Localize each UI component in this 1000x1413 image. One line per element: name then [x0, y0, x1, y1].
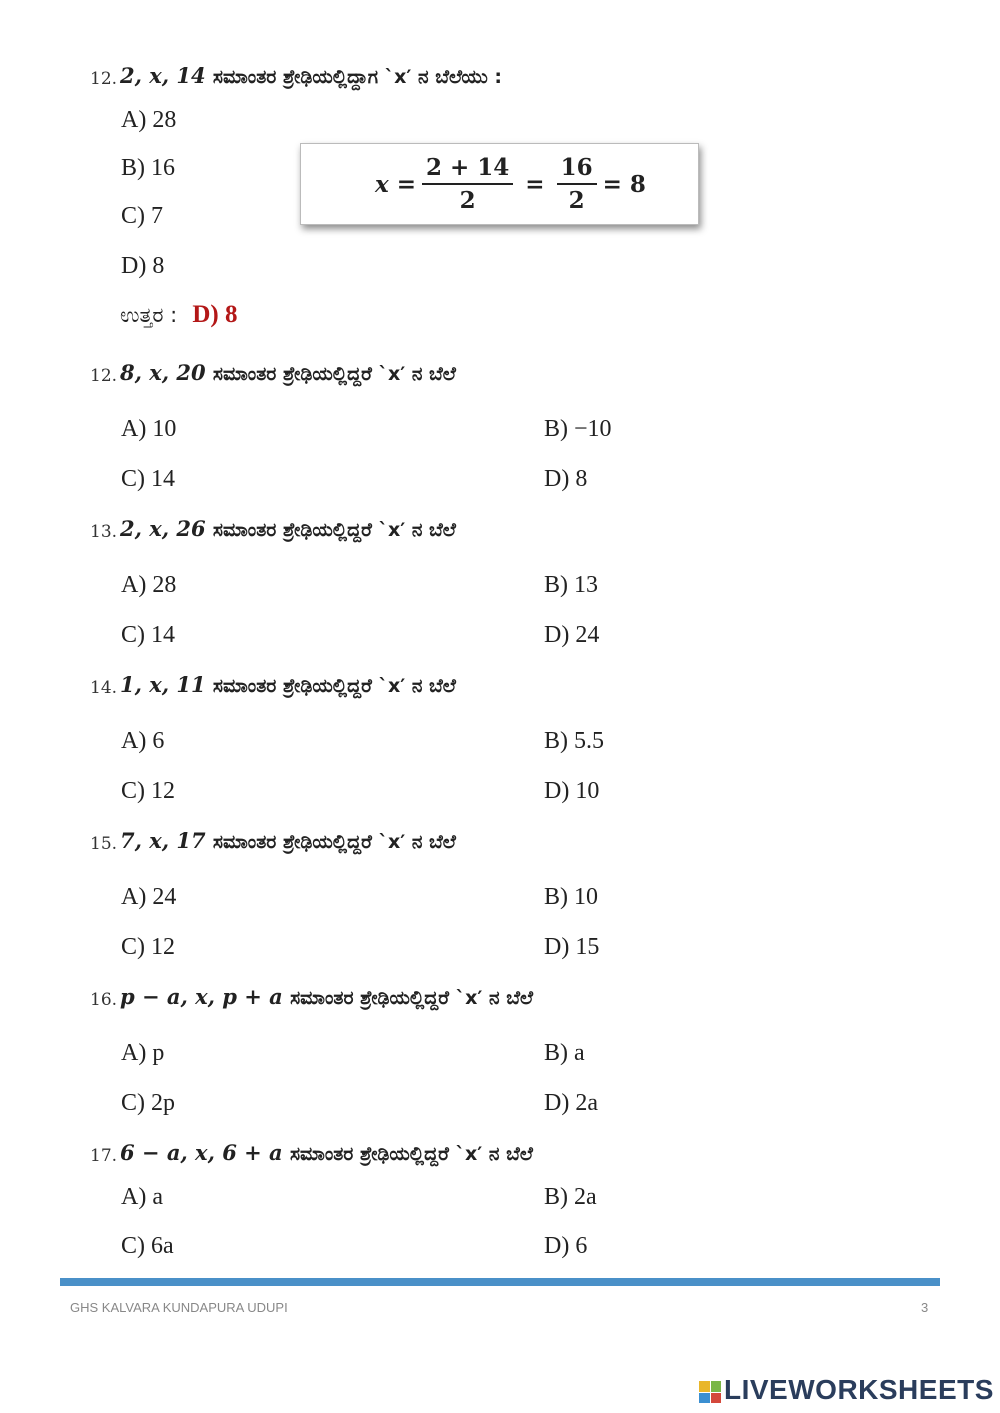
- option-a[interactable]: A) 24: [121, 884, 177, 910]
- formula-rhs: = 8: [602, 170, 646, 198]
- question-number: 12.: [90, 366, 118, 386]
- option-b[interactable]: B) a: [544, 1040, 585, 1066]
- equals-sign: =: [525, 170, 545, 198]
- page-number: 3: [921, 1300, 929, 1315]
- option-a[interactable]: A) a: [121, 1184, 163, 1210]
- option-c[interactable]: C) 6a: [121, 1233, 174, 1259]
- question-text: [120, 672, 456, 697]
- question-number: 14.: [90, 678, 118, 698]
- question-text: [120, 516, 456, 541]
- formula: [375, 148, 646, 220]
- footer-rule: [60, 1278, 940, 1286]
- option-d[interactable]: D) 15: [544, 934, 600, 960]
- fraction-1-denominator: 2: [459, 187, 476, 214]
- question-math: 7, x, 17: [120, 828, 206, 853]
- option-c[interactable]: C) 12: [121, 934, 175, 960]
- option-b[interactable]: B) 13: [544, 572, 598, 598]
- option-a[interactable]: A) 6: [121, 728, 165, 754]
- answer-label: ಉತ್ತರ :: [120, 303, 178, 327]
- option-d[interactable]: D) 6: [544, 1233, 588, 1259]
- question-prompt: ಸಮಾಂತರ ಶ್ರೇಢಿಯಲ್ಲಿದ್ದರೆ `x′ ನ ಬೆಲೆ: [212, 519, 456, 541]
- question-math: 1, x, 11: [120, 672, 206, 697]
- answer-line: [120, 301, 237, 329]
- answer-value: D) 8: [192, 301, 238, 328]
- option-a[interactable]: A) 10: [121, 416, 177, 442]
- fraction-1-numerator: 2 + 14: [422, 154, 513, 185]
- question-number: 15.: [90, 834, 118, 854]
- question-prompt: ಸಮಾಂತರ ಶ್ರೇಢಿಯಲ್ಲಿದ್ದರೆ `x′ ನ ಬೆಲೆ: [290, 987, 534, 1009]
- option-b[interactable]: B) −10: [544, 416, 612, 442]
- question-prompt: ಸಮಾಂತರ ಶ್ರೇಢಿಯಲ್ಲಿದ್ದರೆ `x′ ನ ಬೆಲೆ: [212, 363, 456, 385]
- option-c[interactable]: C) 14: [121, 466, 175, 492]
- option-c[interactable]: C) 12: [121, 778, 175, 804]
- brand-name: LIVEWORKSHEETS: [724, 1374, 994, 1405]
- question-math: 6 − a, x, 6 + a: [120, 1140, 283, 1165]
- question-number: 17.: [90, 1146, 118, 1166]
- liveworksheets-logo-icon: [699, 1381, 721, 1403]
- question-text: [120, 1140, 533, 1165]
- question-math: 2, x, 14: [120, 63, 206, 88]
- question-number: 12.: [90, 69, 118, 89]
- option-c[interactable]: C) 2p: [121, 1090, 175, 1116]
- option-c[interactable]: C) 14: [121, 622, 175, 648]
- question-text: [120, 984, 533, 1009]
- option-c[interactable]: C) 7: [121, 203, 163, 229]
- question-prompt: ಸಮಾಂತರ ಶ್ರೇಢಿಯಲ್ಲಿದ್ದರೆ `x′ ನ ಬೆಲೆ: [212, 831, 456, 853]
- option-d[interactable]: D) 8: [121, 253, 165, 279]
- question-prompt: ಸಮಾಂತರ ಶ್ರೇಢಿಯಲ್ಲಿದ್ದರೆ `x′ ನ ಬೆಲೆ: [289, 1143, 533, 1165]
- question-math: 2, x, 26: [120, 516, 206, 541]
- question-text: [120, 63, 502, 88]
- fraction-2-denominator: 2: [568, 187, 585, 214]
- option-d[interactable]: D) 10: [544, 778, 600, 804]
- question-number: 16.: [90, 990, 118, 1010]
- option-b[interactable]: B) 2a: [544, 1184, 597, 1210]
- formula-box: [300, 143, 699, 225]
- option-d[interactable]: D) 8: [544, 466, 588, 492]
- option-b[interactable]: B) 16: [121, 155, 175, 181]
- option-a[interactable]: A) p: [121, 1040, 165, 1066]
- footer-school: GHS KALVARA KUNDAPURA UDUPI: [70, 1300, 288, 1315]
- question-math: p − a, x, p + a: [120, 984, 283, 1009]
- option-d[interactable]: D) 24: [544, 622, 600, 648]
- question-prompt: ಸಮಾಂತರ ಶ್ರೇಢಿಯಲ್ಲಿದ್ದರೆ `x′ ನ ಬೆಲೆ: [212, 675, 456, 697]
- fraction-1: [422, 154, 513, 214]
- option-a[interactable]: A) 28: [121, 572, 177, 598]
- option-b[interactable]: B) 10: [544, 884, 598, 910]
- fraction-2-numerator: 16: [557, 154, 597, 185]
- fraction-2: [557, 154, 597, 214]
- question-text: [120, 360, 456, 385]
- question-math: 8, x, 20: [120, 360, 206, 385]
- option-a[interactable]: A) 28: [121, 107, 177, 133]
- question-text: [120, 828, 456, 853]
- question-prompt: ಸಮಾಂತರ ಶ್ರೇಢಿಯಲ್ಲಿದ್ದಾಗ `x′ ನ ಬೆಲೆಯು :: [212, 66, 503, 88]
- question-number: 13.: [90, 522, 118, 542]
- option-d[interactable]: D) 2a: [544, 1090, 598, 1116]
- formula-lhs: x =: [375, 170, 416, 198]
- option-b[interactable]: B) 5.5: [544, 728, 604, 754]
